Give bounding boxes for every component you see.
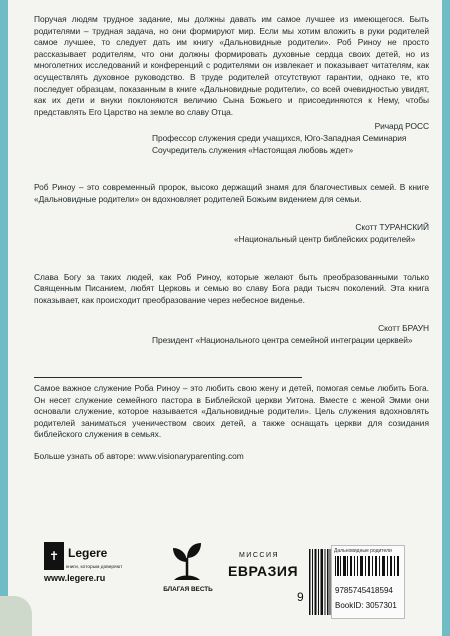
sticker-bookid: BookID: 3057301 — [335, 601, 397, 610]
author-bio — [34, 383, 429, 463]
sticker-barcode-icon — [335, 556, 401, 576]
bookid-sticker — [331, 545, 405, 619]
legere-name: Legere — [68, 546, 108, 560]
sticker-title: Дальновидные родители — [334, 548, 392, 554]
quote-brown-text: Слава Богу за таких людей, как Роб Риноу, которые желают быть преобразованными только Священным Писанием, любят Церковь и семью во славу Бога ради тысяч поколений. Эта книга показывает, как происходит преобразование через небесное виденье. — [34, 271, 429, 305]
barcode-icon — [309, 549, 331, 615]
leaf-decoration — [0, 596, 32, 636]
back-cover — [8, 0, 442, 636]
author-bio-text: Самое важное служение Роба Риноу – это любить свою жену и детей, помогая семье любить Бога. Он несет служение семейного пастора в Библейской церкви Уитона. Вместе с женой Эмми они основали служение, которое называется «Дальновидные родители». Цель служения вдохновлять родителей заниматься ученичеством своих детей, а также оснащать церкви для созидания библейского служения в семьях. — [34, 383, 429, 440]
missiya-evraziya-logo — [228, 552, 299, 598]
blagaya-vest-logo — [158, 540, 218, 604]
quote-ross-role-1: Профессор служения среди учащихся, Юго-Западная Семинария — [152, 132, 407, 143]
legere-tagline: книги, которым доверяют — [66, 565, 123, 570]
quote-turansky-text: Роб Риноу – это современный пророк, высоко держащий знамя для благочестивых семей. В книге «Дальновидные родители» он вдохновляет родителей Божьим видением для семьи. — [34, 182, 429, 204]
legere-url: www.legere.ru — [44, 573, 106, 583]
sprout-icon — [170, 540, 204, 582]
quote-brown-author: Скотт БРАУН — [378, 323, 429, 334]
quote-ross-role-2: Соучредитель служения «Настоящая любовь ждет» — [152, 144, 354, 155]
endorsements — [34, 14, 429, 346]
quote-brown-role: Президент «Национального центра семейной интеграции церквей» — [152, 334, 413, 345]
missiya-label: МИССИЯ — [238, 552, 280, 559]
barcode-area — [309, 545, 407, 617]
quote-ross-text: Поручая людям трудное задание, мы должны давать им самое лучшее из имеющегося. Быть родителями – трудная задача, но они формируют мир. Если мы хотим вложить в руки родителей самое лучшее, то следует дать им книгу «Дальновидные родители». Роб Риноу не просто рассказывает родителям, что они должны формировать духовные сердца своих детей, но из многолетних исследований и конференций с родителями он извлекает и показывает читателям, как осуществлять духовное руководство. В труде родителей отсутствуют гарантии, однако те, кто последует образцам, показанным в книге «Дальновидные родители», со всей очевидностью увидят, как их дети и внуки поклоняются величию Сына Божьего и присоединяются к Нему, чтобы представлять Его Царство на земле во славу Отца. — [34, 14, 429, 117]
author-website-line: Больше узнать об авторе: www.visionaryparenting.com — [34, 450, 244, 461]
legere-book-icon: ✝ — [44, 542, 64, 570]
legere-logo — [44, 542, 132, 604]
isbn-lead-digit: 9 — [297, 590, 304, 604]
sticker-isbn: 9785745418594 — [335, 586, 393, 595]
quote-turansky-role: «Национальный центр библейских родителей» — [234, 233, 416, 244]
blagaya-vest-label: БЛАГАЯ ВЕСТЬ — [163, 586, 213, 593]
quote-turansky-author: Скотт ТУРАНСКИЙ — [355, 222, 429, 233]
evraziya-label: ЕВРАЗИЯ — [228, 563, 299, 579]
section-divider — [34, 377, 302, 378]
quote-ross-author: Ричард РОСС — [374, 121, 429, 132]
